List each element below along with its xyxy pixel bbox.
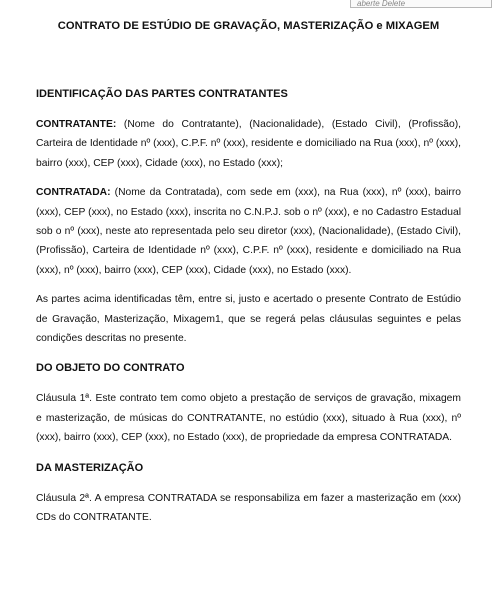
document-title: CONTRATO DE ESTÚDIO DE GRAVAÇÃO, MASTERIZAÇÃO e MIXAGEM xyxy=(57,20,440,32)
clause-2-paragraph: Cláusula 2ª. A empresa CONTRATADA se responsabiliza em fazer a masterização em (xxx) CDs do CONTRATANTE. xyxy=(36,492,461,524)
contratada-paragraph xyxy=(36,183,461,280)
contratante-text: (Nome do Contratante), (Nacionalidade), (Estado Civil), (Profissão), Carteira de Identidade nº (xxx), C.P.F. nº (xxx), residente e domiciliado na Rua (xxx), nº (xxx), bairro (xxx), CEP (xxx), Cidade (xxx), no Estado (xxx); xyxy=(36,119,461,169)
mastering-heading: DA MASTERIZAÇÃO xyxy=(36,461,144,474)
document-page xyxy=(36,14,461,528)
contratada-text: (Nome da Contratada), com sede em (xxx), na Rua (xxx), nº (xxx), bairro (xxx), CEP (xxx), no Estado (xxx), inscrita no C.N.P.J. sob o nº (xxx), e no Cadastro Estadual sob o nº (xxx), neste ato representada pelo seu diretor (xxx), (Nacionalidade), (Estado Civil), (Profissão), Carteira de Identidade nº (xxx), C.P.F. nº (xxx), residente e domiciliado na Rua (xxx), nº (xxx), bairro (xxx), CEP (xxx), Cidade (xxx), no Estado (xxx). xyxy=(36,187,461,276)
object-heading: DO OBJETO DO CONTRATO xyxy=(36,362,185,375)
contratante-paragraph xyxy=(36,115,461,173)
intro-paragraph: As partes acima identificadas têm, entre si, justo e acertado o presente Contrato de Estúdio de Gravação, Masterização, Mixagem1, que se regerá pelas cláusulas seguintes e pelas condições descritas no presente. xyxy=(36,294,461,345)
contratante-label: CONTRATANTE: xyxy=(36,119,117,130)
clause-1-paragraph: Cláusula 1ª. Este contrato tem como objeto a prestação de serviços de gravação, mixagem e masterização, de músicas do CONTRATANTE, no estúdio (xxx), situado à Rua (xxx), nº (xxx), bairro (xxx), CEP (xxx), no Estado (xxx), de propriedade da empresa CONTRATADA. xyxy=(36,393,461,444)
parties-heading: IDENTIFICAÇÃO DAS PARTES CONTRATANTES xyxy=(36,88,288,100)
contratada-label: CONTRATADA: xyxy=(36,187,111,199)
top-partial-label: aberte Delete xyxy=(350,0,492,8)
